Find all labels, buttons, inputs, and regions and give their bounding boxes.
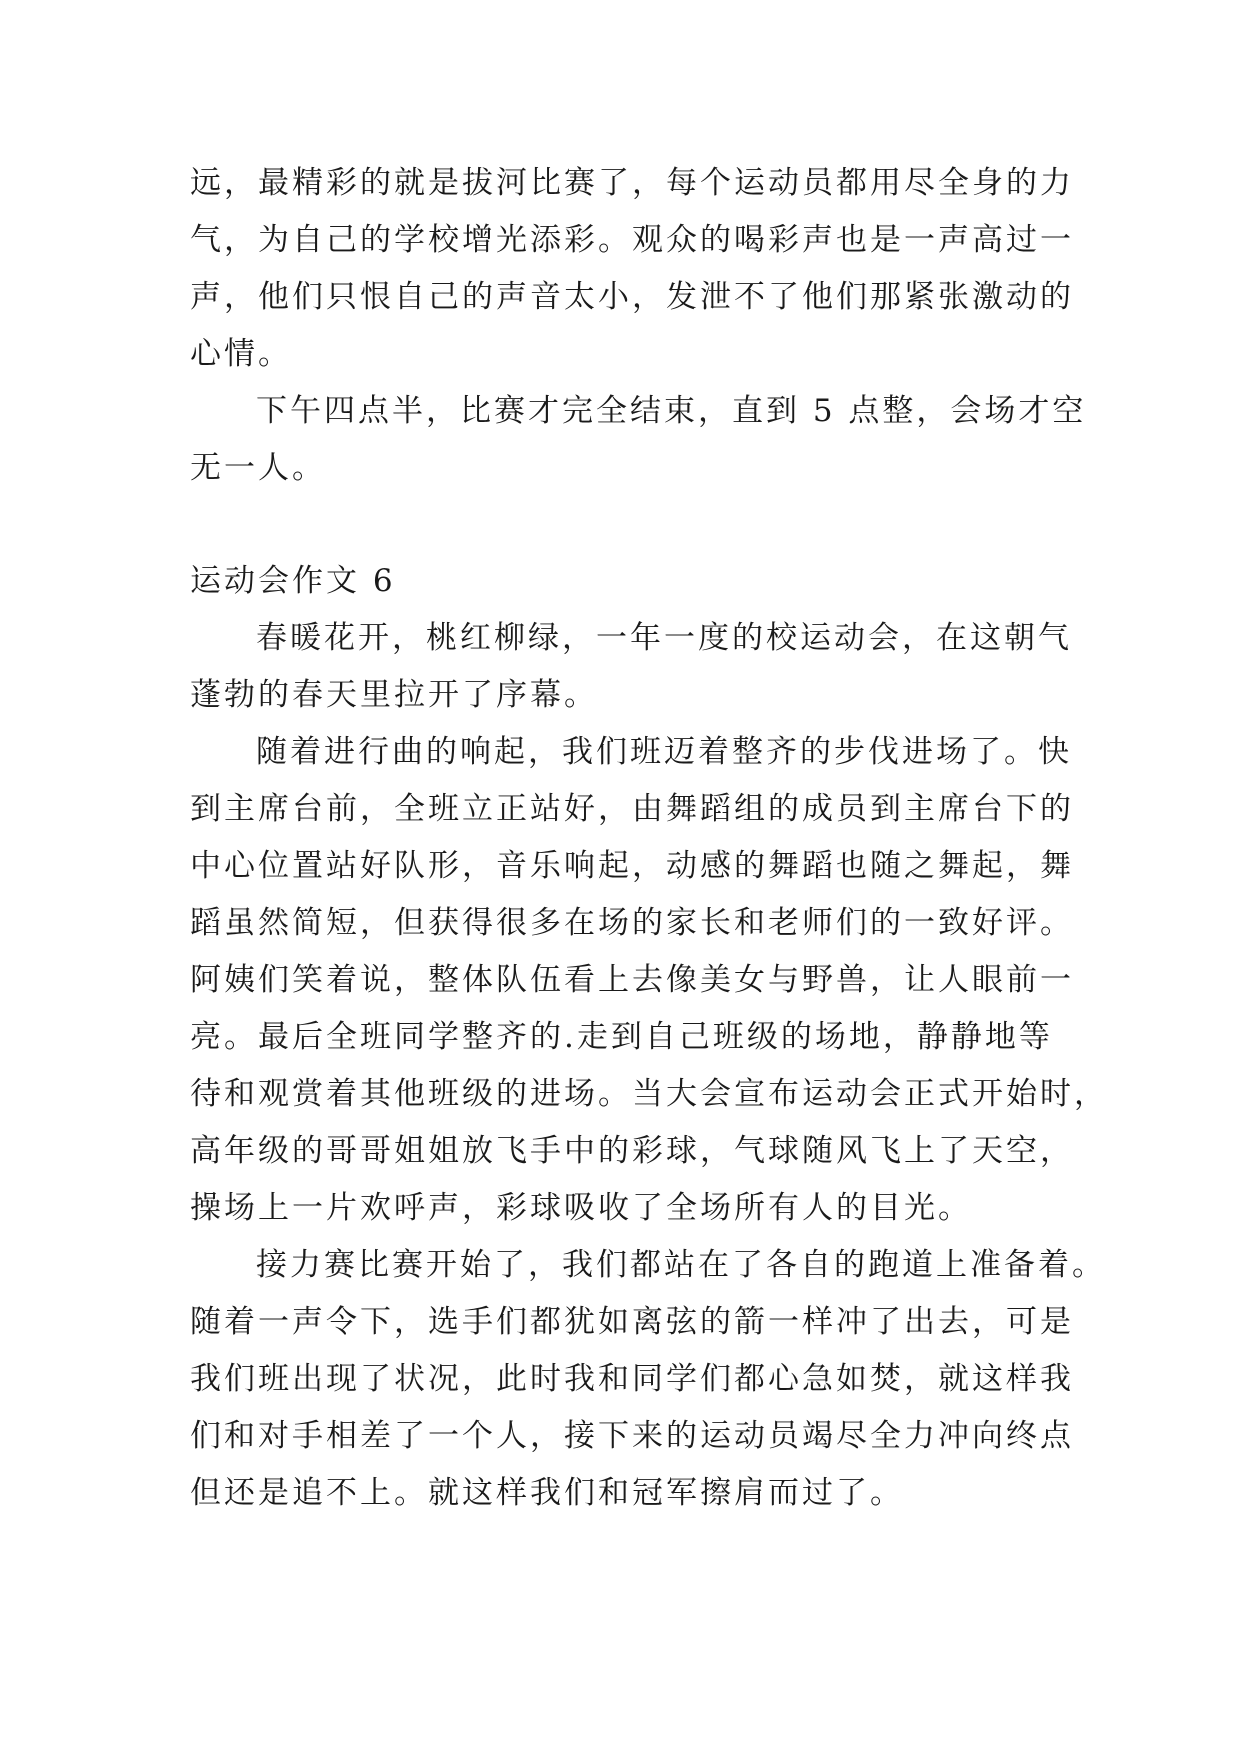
text-line: 春暖花开，桃红柳绿，一年一度的校运动会，在这朝气: [256, 620, 1072, 656]
text-line: 远，最精彩的就是拔河比赛了，每个运动员都用尽全身的力: [190, 165, 1074, 201]
text-line: 声，他们只恨自己的声音太小，发泄不了他们那紧张激动的: [190, 279, 1074, 315]
text-line: 接力赛比赛开始了，我们都站在了各自的跑道上准备着。: [256, 1247, 1106, 1283]
section-title: 运动会作文 6: [190, 563, 396, 599]
text-line: 阿姨们笑着说，整体队伍看上去像美女与野兽，让人眼前一: [190, 962, 1074, 998]
text-line: 随着进行曲的响起，我们班迈着整齐的步伐进场了。快: [256, 734, 1072, 770]
text-line: 操场上一片欢呼声，彩球吸收了全场所有人的目光。: [190, 1190, 972, 1226]
text-line: 我们班出现了状况，此时我和同学们都心急如焚，就这样我: [190, 1361, 1074, 1397]
text-line: 随着一声令下，选手们都犹如离弦的箭一样冲了出去，可是: [190, 1304, 1074, 1340]
text-line: 蹈虽然简短，但获得很多在场的家长和老师们的一致好评。: [190, 905, 1074, 941]
text-line: 气，为自己的学校增光添彩。观众的喝彩声也是一声高过一: [190, 222, 1074, 258]
text-line: 们和对手相差了一个人，接下来的运动员竭尽全力冲向终点: [190, 1418, 1074, 1454]
text-line: 心情。: [190, 336, 292, 372]
text-line: 中心位置站好队形，音乐响起，动感的舞蹈也随之舞起，舞: [190, 848, 1074, 884]
text-line: 蓬勃的春天里拉开了序幕。: [190, 677, 598, 713]
text-line: 到主席台前，全班立正站好，由舞蹈组的成员到主席台下的: [190, 791, 1074, 827]
text-line: 但还是追不上。就这样我们和冠军擦肩而过了。: [190, 1475, 904, 1511]
text-line: 无一人。: [190, 450, 326, 486]
text-line: 亮。最后全班同学整齐的.走到自己班级的场地，静静地等: [190, 1019, 1053, 1055]
text-line: 待和观赏着其他班级的进场。当大会宣布运动会正式开始时，: [190, 1076, 1108, 1112]
text-line: 下午四点半，比赛才完全结束，直到 5 点整，会场才空: [256, 393, 1087, 429]
text-line: 高年级的哥哥姐姐放飞手中的彩球，气球随风飞上了天空，: [190, 1133, 1074, 1169]
